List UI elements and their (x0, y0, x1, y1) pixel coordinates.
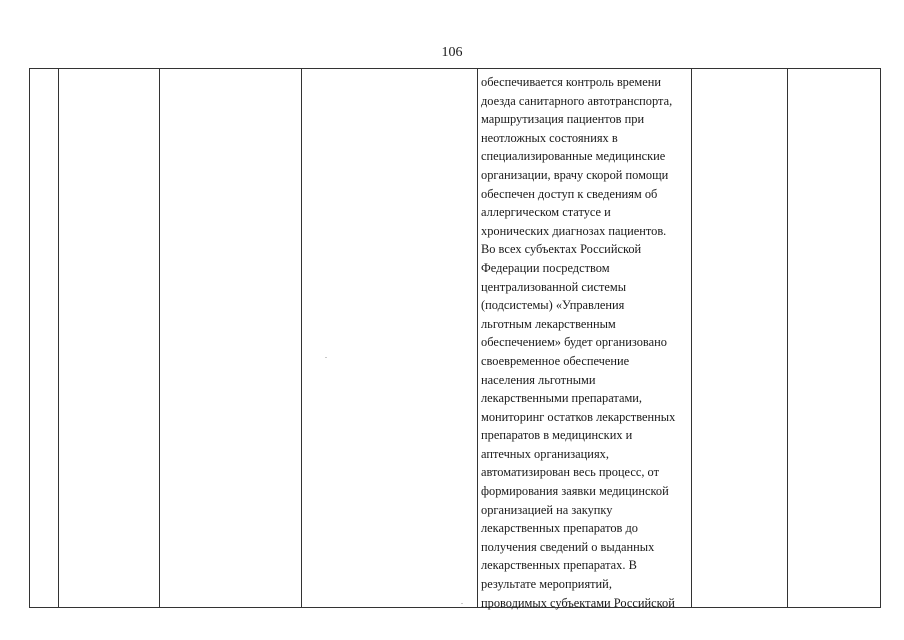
text-line: проводимых субъектами Российской (481, 595, 675, 610)
text-line: аллергическом статусе и (481, 205, 611, 220)
text-line: лекарственными препаратами, (481, 391, 643, 406)
text-line: неотложных состояниях в (481, 130, 618, 145)
text-line: своевременное обеспечение (481, 353, 630, 368)
page-number: 106 (441, 45, 463, 60)
text-line: получения сведений о выданных (481, 539, 655, 554)
scan-speck (461, 603, 463, 604)
text-line: централизованной системы (481, 279, 627, 294)
text-line: организацией на закупку (481, 502, 613, 517)
text-line: доезда санитарного автотранспорта, (481, 93, 673, 108)
text-line: автоматизирован весь процесс, от (481, 465, 659, 480)
text-line: специализированные медицинские (481, 149, 666, 164)
text-line: обеспечен доступ к сведениям об (481, 186, 658, 201)
text-line: обеспечивается контроль времени (481, 75, 661, 89)
text-line: мониторинг остатков лекарственных (481, 409, 676, 424)
text-line: аптечных организациях, (481, 446, 609, 461)
text-line: льготным лекарственным (481, 316, 616, 331)
column-divider-4 (477, 69, 478, 607)
column-divider-6 (787, 69, 788, 607)
column-divider-1 (58, 69, 59, 607)
text-line: (подсистемы) «Управления (481, 298, 625, 313)
description-cell (481, 73, 691, 612)
text-line: хронических диагнозах пациентов. (481, 223, 667, 238)
text-line: лекарственных препаратах. В (481, 558, 637, 573)
column-divider-2 (159, 69, 160, 607)
column-divider-5 (691, 69, 692, 607)
text-line: Во всех субъектах Российской (481, 242, 642, 257)
text-line: препаратов в медицинских и (481, 428, 633, 443)
text-line: Федерации посредством (481, 260, 610, 275)
text-line: обеспечением» будет организовано (481, 335, 667, 350)
text-line: формирования заявки медицинской (481, 484, 669, 499)
text-line: лекарственных препаратов до (481, 521, 639, 536)
text-line: населения льготными (481, 372, 596, 387)
text-line: маршрутизация пациентов при (481, 112, 645, 127)
text-line: организации, врачу скорой помощи (481, 167, 669, 182)
continuation-table (29, 68, 881, 608)
text-line: результате мероприятий, (481, 577, 612, 592)
scan-speck (325, 357, 327, 358)
column-divider-3 (301, 69, 302, 607)
